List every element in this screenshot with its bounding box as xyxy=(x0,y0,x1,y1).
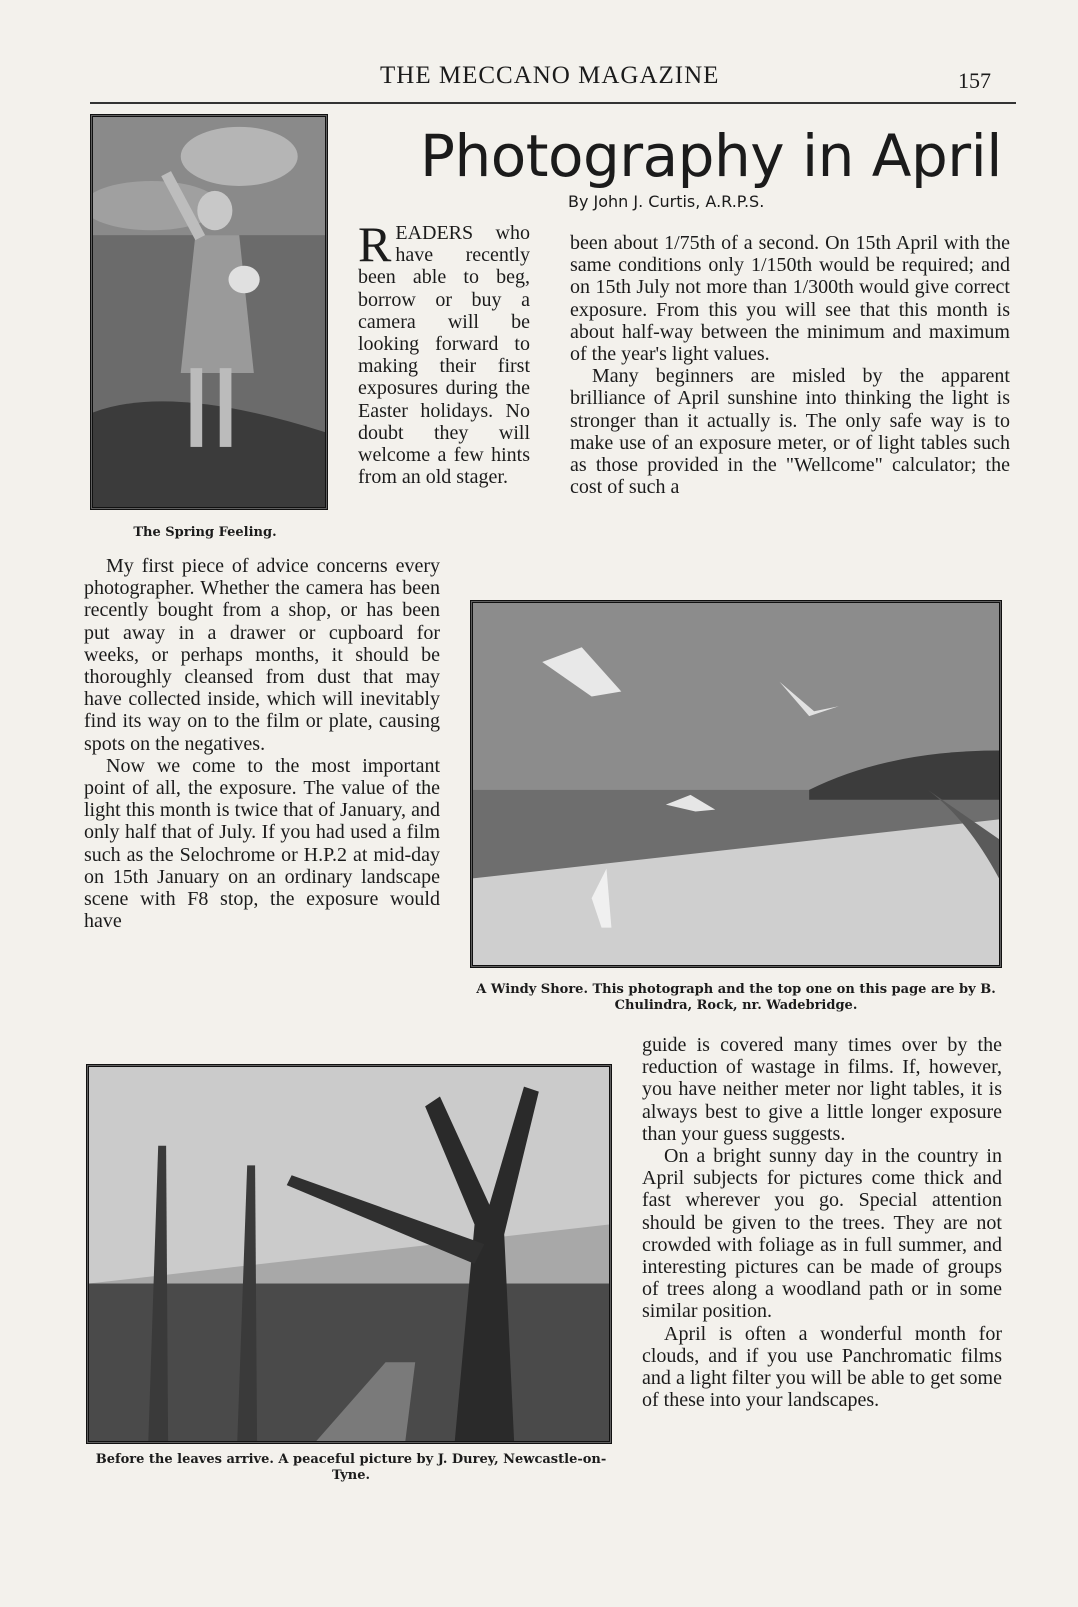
lower-paragraph-3: April is often a wonderful month for clouds, and if you use Panchromatic films and a light filter you will be able to get some of these into your landscapes. xyxy=(642,1322,1002,1412)
right-paragraph-2: Many beginners are misled by the apparent brilliance of April sunshine into thinking the light is stronger than it actually is. The only safe way is to make use of an exposure meter, or of light tables such as those provided in the "Wellcome" calculator; the cost of such a xyxy=(570,365,1010,499)
lower-paragraph-2: On a bright sunny day in the country in April subjects for pictures come thick and fast wherever you go. Special attention should be given to the trees. They are not crowded with foliage as in full summer, and interesting pictures can be made of groups of trees along a woodland path or in some similar position. xyxy=(642,1145,1002,1323)
page-number: 157 xyxy=(958,68,991,93)
photo-spring-caption: The Spring Feeling. xyxy=(133,525,277,540)
photo-windy-shore xyxy=(470,600,1002,968)
lower-paragraph-1: guide is covered many times over by the reduction of wastage in films. If, however, you have neither meter nor light tables, it is always best to give a little longer exposure than your guess suggests. xyxy=(642,1034,1002,1145)
left-paragraph-2: Now we come to the most important point of all, the exposure. The value of the light this month is twice that of January, and only half that of July. If you had used a film such as the Selochrome or H.P.2 at mid-day on 15th January on an ordinary landscape scene with F8 stop, the exposure would have xyxy=(84,754,440,933)
article-title: Photography in April xyxy=(420,122,1002,190)
photo-trees-caption: Before the leaves arrive. A peaceful picture by J. Durey, Newcastle-on-Tyne. xyxy=(95,1452,607,1483)
left-column-text xyxy=(84,555,440,932)
photo-bare-trees xyxy=(86,1064,612,1444)
header-rule xyxy=(90,102,1016,104)
right-paragraph-1: been about 1/75th of a second. On 15th April with the same conditions only 1/150th would be required; and on 15th July not more than 1/300th would give correct exposure. From this you will see that this month is about half-way between the minimum and maximum of the year's light values. xyxy=(570,232,1010,366)
right-column-text xyxy=(570,232,1010,498)
article-byline: By John J. Curtis, A.R.P.S. xyxy=(568,192,765,211)
photo-spring-feeling xyxy=(90,114,328,510)
magazine-title: THE MECCANO MAGAZINE xyxy=(380,62,720,89)
left-paragraph-1: My first piece of advice concerns every photographer. Whether the camera has been recently bought from a shop, or has been put away in a drawer or cupboard for weeks, or perhaps months, it should be thoroughly cleansed from dust that may have collected inside, which will inevitably find its way on to the film or plate, causing spots on the negatives. xyxy=(84,555,440,755)
intro-paragraph xyxy=(358,216,530,489)
intro-text: EADERS who have recently been able to beg, borrow or buy a camera will be looking forward to making their first exposures during the Easter holidays. No doubt they will welcome a few hints from an old stager. xyxy=(358,222,530,489)
lower-right-column-text xyxy=(642,1034,1002,1411)
photo-shore-caption: A Windy Shore. This photograph and the top one on this page are by B. Chulindra, Rock, nr. Wadebridge. xyxy=(476,982,996,1013)
drop-cap: R xyxy=(358,216,392,272)
